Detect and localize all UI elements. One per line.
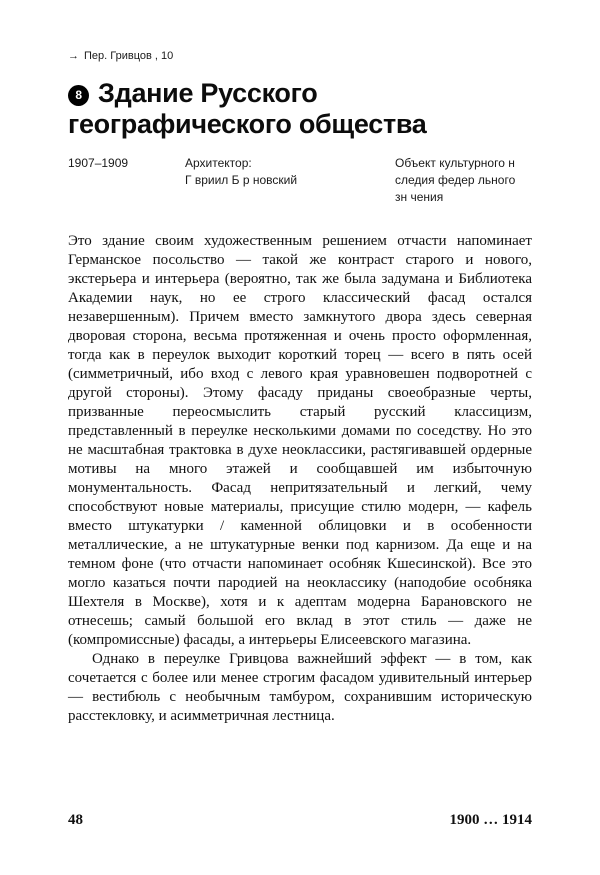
page-footer (68, 812, 532, 829)
heritage-status: Объект культурного н следия федер льного зн чения (395, 156, 516, 204)
period-range: 1900 … 1914 (449, 812, 532, 828)
section-number-badge: 8 (68, 85, 89, 106)
page-title (68, 78, 532, 140)
address-line (68, 50, 532, 62)
page-title-text: Здание Русского географического общества (68, 78, 427, 139)
body-paragraph: Это здание своим художественным решением отчасти напоминает Германское посольство — такой же контраст старого и нового, экстерьера и интерьера (вероятно, так же была задумана и Библиотека Академии наук, но ее строго классический фасад остался незавершенным). Причем вместо замкнутого двора здесь северная дворовая сторона, весьма протяженная и очень просто оформленная, тогда как в переулок выходит короткий торец — всего в пять осей (симметричный, ибо вход с левого края уравновешен подворотней с другой стороны). Этому фасаду приданы своеобразные черты, призванные переосмыслить старый русский классицизм, представленный в переулке несколькими домами по соседству. Но это не масштабная трактовка в духе неоклассики, растягивавшей ордерные мотивы на много этажей и сообщавшей им избыточную монументальность. Фасад непритязательный и легкий, чему способствуют новые материалы, присущие стилю модерн, — кафель вместо штукатурки / каменной облицовки и в особенности металлические, а не штукатурные венки под карнизом. Да еще и на темном фоне (что отчасти напоминает особняк Кшесинской). Все это могло казаться почти пародией на неоклассику (наподобие особняка Шехтеля в Москве), хотя и к адептам модерна Барановского не отнесешь; самый большой его вклад в этот стиль — даже не (компромиссные) фасады, а интерьеры Елисеевского магазина. (68, 233, 532, 648)
page-number: 48 (68, 812, 83, 828)
body-text (68, 232, 532, 726)
architect-label: Архитектор: (185, 156, 252, 170)
body-paragraph: Однако в переулке Гривцова важнейший эффект — в том, как сочетается с более или менее строгим фасадом удивительный интерьер — вестибюль с необычным тамбуром, сохранившим историческую расстекловку, и асимметричная лестница. (68, 651, 532, 724)
meta-years: 1907–1909 (68, 156, 129, 170)
address-text: Пер. Гривцов , 10 (84, 50, 174, 62)
meta-row (68, 155, 532, 206)
architect-name: Г вриил Б р новский (185, 173, 298, 187)
meta-architect (185, 155, 395, 206)
arrow-icon: → (68, 50, 79, 62)
